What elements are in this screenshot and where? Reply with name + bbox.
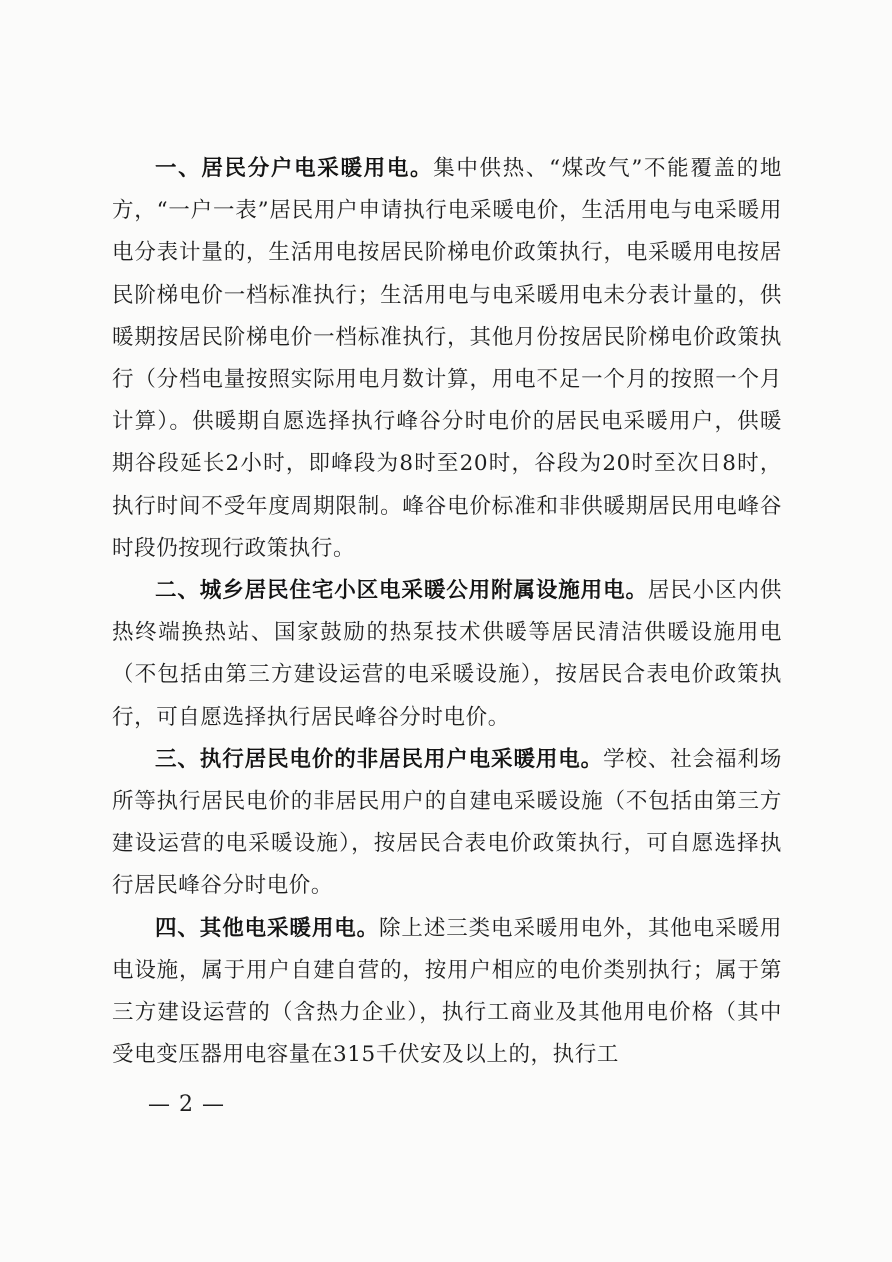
paragraph-text: 除上述三类电采暖用电外，其他电采暖用电设施，属于用户自建自营的，按用户相应的电价类别执行；属于第三方建设运营的（含热力企业），执行工商业及其他用电价格（其中受电变压器用电容量在315千伏安及以上的，执行工 (112, 915, 782, 1068)
paragraph-text: 学校、社会福利场所等执行居民电价的非居民用户的自建电采暖设施（不包括由第三方建设运营的电采暖设施），按居民合表电价政策执行，可自愿选择执行居民峰谷分时电价。 (112, 746, 782, 899)
paragraph-heading: 三、执行居民电价的非居民用户电采暖用电。 (155, 746, 604, 772)
paragraph-residential-community (112, 570, 782, 739)
paragraph-other (112, 908, 782, 1077)
page-number: — 2 — (148, 1092, 225, 1117)
paragraph-text: 居民小区内供热终端换热站、国家鼓励的热泵技术供暖等居民清洁供暖设施用电（不包括由第三方建设运营的电采暖设施），按居民合表电价政策执行，可自愿选择执行居民峰谷分时电价。 (112, 578, 782, 730)
paragraph-heading: 二、城乡居民住宅小区电采暖公用附属设施用电。 (155, 578, 648, 604)
paragraph-heading: 一、居民分户电采暖用电。 (155, 156, 434, 181)
document-body (112, 148, 782, 1076)
paragraph-residential-household (112, 148, 782, 570)
paragraph-heading: 四、其他电采暖用电。 (155, 915, 380, 941)
paragraph-non-residential (112, 739, 782, 908)
paragraph-text: 集中供热、“煤改气”不能覆盖的地方，“一户一表”居民用户申请执行电采暖电价，生活用电与电采暖用电分表计量的，生活用电按居民阶梯电价政策执行，电采暖用电按居民阶梯电价一档标准执行；生活用电与电采暖用电未分表计量的，供暖期按居民阶梯电价一档标准执行，其他月份按居民阶梯电价政策执行（分档电量按照实际用电月数计算，用电不足一个月的按照一个月计算）。供暖期自愿选择执行峰谷分时电价的居民电采暖用户，供暖期谷段延长2小时，即峰段为8时至20时，谷段为20时至次日8时，执行时间不受年度周期限制。峰谷电价标准和非供暖期居民用电峰谷时段仍按现行政策执行。 (112, 156, 782, 561)
